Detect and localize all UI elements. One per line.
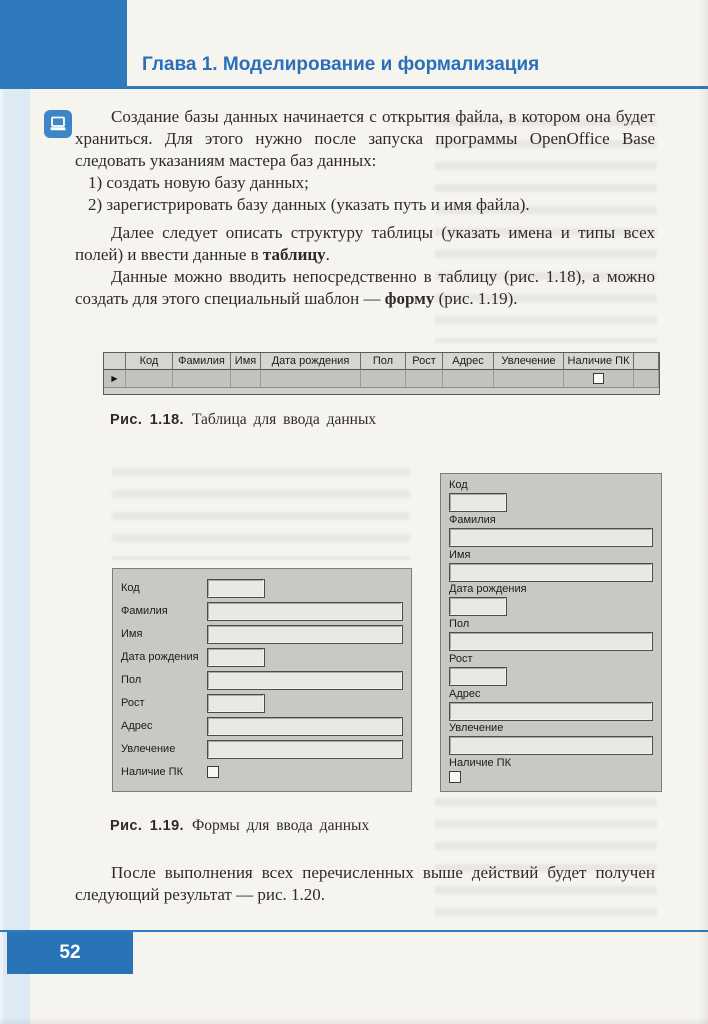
- table-data-row: [104, 370, 659, 387]
- figure-label: Рис. 1.18.: [110, 412, 184, 428]
- form-field: [449, 618, 653, 651]
- data-entry-form-horizontal: [112, 568, 412, 792]
- list-item-1: 1) создать новую базу данных;: [88, 173, 309, 192]
- text-input: [449, 702, 653, 721]
- record-marker-icon: ▶: [111, 373, 118, 383]
- field-label: Увлечение: [121, 743, 176, 755]
- chapter-title: Глава 1. Моделирование и формализация: [142, 54, 540, 75]
- table-cell: [361, 370, 406, 387]
- laptop-icon-glyph: [48, 114, 68, 134]
- form-field: [449, 688, 653, 721]
- field-label: Фамилия: [449, 513, 496, 526]
- form-field-row: [121, 577, 403, 599]
- list-item-2: 2) зарегистрировать базу данных (указать путь и имя файла).: [88, 195, 530, 214]
- text-input: [207, 717, 403, 736]
- text-input: [207, 579, 265, 598]
- form-field: [449, 653, 653, 686]
- table-cell: [443, 370, 494, 387]
- field-label: Наличие ПК: [121, 766, 183, 778]
- field-label: Имя: [121, 628, 143, 640]
- paragraph-text: Создание базы данных начинается с открытия файла, в котором она будет храниться. Для этого нужно после запуска программы OpenOffice Base следовать указаниям мастера баз данных:: [75, 107, 655, 170]
- form-field-row: [121, 761, 403, 783]
- bold-text-run: форму: [384, 289, 435, 308]
- column-header: Пол: [361, 353, 406, 370]
- field-label: Имя: [449, 548, 471, 561]
- checkbox: [449, 771, 461, 783]
- page-bottom-edge: [0, 1018, 708, 1024]
- data-entry-form-vertical: [440, 473, 662, 792]
- page-right-edge: [698, 0, 708, 1024]
- text-input: [449, 493, 507, 512]
- text-input: [207, 740, 403, 759]
- form-field: [449, 583, 653, 616]
- paragraph-text: [75, 222, 655, 266]
- paragraph-text: После выполнения всех перечисленных выше действий будет получен следующий результат — рис. 1.20.: [75, 863, 655, 904]
- table-empty-row: [104, 387, 659, 394]
- text-input: [449, 597, 507, 616]
- table-cell: [173, 370, 231, 387]
- form-field-row: [121, 623, 403, 645]
- column-header: Увлечение: [494, 353, 564, 370]
- figure-caption-text: Таблица для ввода данных: [191, 411, 377, 428]
- text-input: [207, 694, 265, 713]
- laptop-icon: [44, 110, 72, 138]
- column-header: Имя: [231, 353, 261, 370]
- paragraph-db-creation: [75, 106, 655, 216]
- column-header: Адрес: [443, 353, 494, 370]
- table-cell: [126, 370, 173, 387]
- text-input: [449, 667, 507, 686]
- form-field-row: [121, 669, 403, 691]
- text-input: [207, 648, 265, 667]
- text-input: [449, 632, 653, 651]
- page-number: 52: [59, 942, 81, 963]
- form-field-row: [121, 715, 403, 737]
- column-header: Код: [126, 353, 173, 370]
- field-label: Код: [121, 582, 140, 594]
- text-input: [449, 563, 653, 582]
- table-cell: [406, 370, 443, 387]
- row-selector-header: [104, 353, 126, 370]
- field-label: Наличие ПК: [449, 757, 511, 769]
- text-input: [207, 671, 403, 690]
- column-header: Рост: [406, 353, 443, 370]
- field-label: Пол: [121, 674, 142, 686]
- field-label: Пол: [449, 618, 470, 630]
- field-label: Адрес: [121, 720, 153, 732]
- header-rule: [0, 86, 708, 89]
- figure-1-18-data-table: [103, 352, 660, 395]
- field-label: Рост: [449, 652, 473, 665]
- filler-column-header: [634, 353, 659, 370]
- form-field: [449, 549, 653, 582]
- text-run: (рис. 1.19).: [434, 289, 518, 308]
- paragraph-result: [75, 862, 655, 906]
- field-label: Увлечение: [449, 722, 504, 735]
- text-input: [207, 602, 403, 621]
- field-label: Рост: [121, 697, 145, 709]
- figure-1-18-caption: [110, 411, 376, 429]
- paragraph-table-structure: [75, 222, 655, 310]
- column-header: Наличие ПК: [564, 353, 634, 370]
- checkbox: [593, 373, 604, 384]
- text-input: [207, 625, 403, 644]
- left-margin-strip: [0, 0, 30, 1024]
- field-label: Адрес: [449, 687, 481, 700]
- paragraph-text: [75, 266, 655, 310]
- form-field: [449, 757, 653, 783]
- text-input: [449, 528, 653, 547]
- checkbox: [207, 766, 219, 778]
- figure-caption-text: Формы для ввода данных: [191, 817, 370, 834]
- text-run: Данные можно вводить непосредственно в таблицу (рис. 1.18), а можно создать для этого специальный шаблон —: [75, 267, 655, 308]
- field-label: Фамилия: [121, 605, 168, 617]
- field-label: Дата рождения: [121, 651, 199, 663]
- filler-cell: [634, 370, 659, 387]
- table-cell: [494, 370, 564, 387]
- table-header-row: [104, 353, 659, 370]
- field-label: Дата рождения: [449, 583, 527, 596]
- table-cell: [231, 370, 261, 387]
- text-run: Далее следует описать структуру таблицы (указать имена и типы всех полей) и ввести данные в: [75, 223, 655, 264]
- figure-1-19-caption: [110, 817, 369, 835]
- form-field-row: [121, 646, 403, 668]
- field-label: Код: [449, 479, 468, 491]
- chapter-corner-block: [0, 0, 127, 86]
- form-field-row: [121, 738, 403, 760]
- column-header: Дата рождения: [261, 353, 361, 370]
- form-field: [449, 479, 653, 512]
- figure-label: Рис. 1.19.: [110, 818, 184, 834]
- table-cell-has-pc: [564, 370, 634, 387]
- form-field-row: [121, 692, 403, 714]
- form-field: [449, 722, 653, 755]
- page-number-block: [7, 932, 133, 974]
- column-header: Фамилия: [173, 353, 231, 370]
- table-cell: [261, 370, 361, 387]
- text-input: [449, 736, 653, 755]
- form-field-row: [121, 600, 403, 622]
- page-left-edge: [0, 0, 3, 1024]
- record-marker-icon: [104, 370, 126, 387]
- form-field: [449, 514, 653, 547]
- text-run: .: [325, 245, 330, 264]
- bold-text-run: таблицу: [262, 245, 326, 264]
- bleed-through-artifact: [112, 468, 410, 560]
